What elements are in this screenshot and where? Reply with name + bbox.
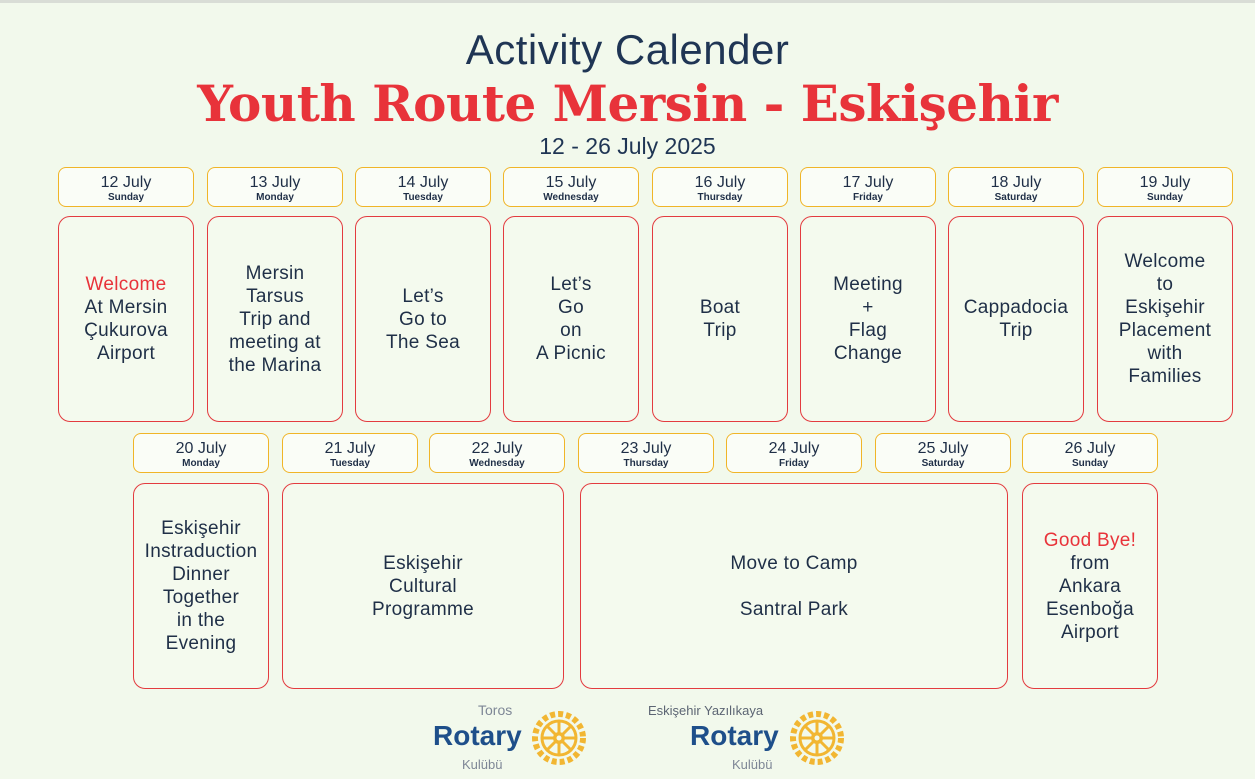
day-header-17-july: [800, 167, 936, 207]
logo-rotary-word: Rotary: [433, 720, 522, 751]
page-title: Activity Calender: [465, 26, 790, 73]
day-header-18-july: [948, 167, 1084, 207]
day-date: 12 July: [100, 174, 152, 191]
activity-text: Eskişehir Instraduction Dinner Together in the Evening: [144, 518, 258, 654]
day-weekday: Tuesday: [403, 192, 443, 203]
day-weekday: Saturday: [994, 192, 1038, 203]
day-header-26-july: [1022, 433, 1158, 473]
day-weekday: Wednesday: [543, 192, 599, 203]
day-date: 20 July: [175, 440, 227, 457]
activity-body: At Mersin Çukurova Airport: [84, 297, 168, 364]
activity-card-20-july: [133, 483, 269, 689]
day-header-16-july: [652, 167, 788, 207]
day-date: 22 July: [471, 440, 523, 457]
day-date: 15 July: [545, 174, 597, 191]
day-weekday: Sunday: [1071, 458, 1109, 469]
activity-card-23-25-july: [580, 483, 1008, 689]
activity-card-12-july: [58, 216, 194, 422]
activity-body: from Ankara Esenboğa Airport: [1046, 552, 1134, 643]
day-weekday: Friday: [852, 192, 883, 203]
day-date: 21 July: [324, 440, 376, 457]
day-weekday: Saturday: [921, 458, 965, 469]
day-header-24-july: [726, 433, 862, 473]
day-header-25-july: [875, 433, 1011, 473]
day-header-20-july: [133, 433, 269, 473]
logo-club-name: Toros: [478, 702, 513, 718]
day-header-14-july: [355, 167, 491, 207]
activity-text: Welcome to Eskişehir Placement with Families: [1118, 251, 1212, 387]
activity-text: Cappadocia Trip: [963, 297, 1069, 341]
activity-card-18-july: [948, 216, 1084, 422]
activity-text: Move to Camp Santral Park: [730, 552, 858, 620]
day-date: 19 July: [1139, 174, 1191, 191]
day-header-21-july: [282, 433, 418, 473]
top-border: [0, 0, 1255, 3]
activity-text: Let’s Go to The Sea: [386, 285, 460, 353]
day-weekday: Monday: [182, 458, 220, 469]
rotary-wheel-icon: [788, 709, 846, 767]
activity-card-16-july: [652, 216, 788, 422]
day-date: 24 July: [768, 440, 820, 457]
day-header-12-july: [58, 167, 194, 207]
day-date: 13 July: [249, 174, 301, 191]
activity-card-15-july: [503, 216, 639, 422]
day-weekday: Thursday: [697, 192, 743, 203]
activity-highlight: Welcome: [85, 274, 167, 295]
rotary-wheel-icon: [530, 709, 588, 767]
day-header-15-july: [503, 167, 639, 207]
eskisehir-yazilikaya-rotary-logo: [648, 700, 848, 776]
day-date: 26 July: [1064, 440, 1116, 457]
day-weekday: Friday: [778, 458, 809, 469]
logo-rotary-word: Rotary: [690, 720, 779, 751]
activity-card-17-july: [800, 216, 936, 422]
activity-text: Meeting + Flag Change: [833, 274, 903, 364]
activity-card-21-22-july: [282, 483, 564, 689]
activity-card-19-july: [1097, 216, 1233, 422]
day-header-13-july: [207, 167, 343, 207]
day-weekday: Thursday: [623, 458, 669, 469]
activity-text: Let’s Go on A Picnic: [536, 274, 606, 364]
day-header-19-july: [1097, 167, 1233, 207]
activity-text: Mersin Tarsus Trip and meeting at the Marina: [228, 262, 322, 376]
activity-card-14-july: [355, 216, 491, 422]
activity-highlight: Good Bye!: [1043, 529, 1137, 551]
logo-club-name: Eskişehir Yazılıkaya: [648, 703, 764, 718]
day-date: 14 July: [397, 174, 449, 191]
day-weekday: Sunday: [107, 192, 145, 203]
activity-card-13-july: [207, 216, 343, 422]
day-date: 17 July: [842, 174, 894, 191]
day-weekday: Tuesday: [330, 458, 370, 469]
day-weekday: Monday: [256, 192, 294, 203]
activity-card-26-july: [1022, 483, 1158, 689]
activity-text: [84, 273, 168, 365]
day-date: 25 July: [917, 440, 969, 457]
activity-text: Boat Trip: [699, 297, 741, 341]
day-weekday: Wednesday: [469, 458, 525, 469]
date-range: 12 - 26 July 2025: [539, 133, 716, 159]
logo-kulubu: Kulübü: [462, 757, 503, 772]
page-subtitle: Youth Route Mersin - Eskişehir: [197, 74, 1058, 133]
activity-text: Eskişehir Cultural Programme: [372, 552, 474, 620]
day-date: 23 July: [620, 440, 672, 457]
day-date: 18 July: [990, 174, 1042, 191]
logo-kulubu: Kulübü: [732, 757, 773, 772]
activity-text: [1044, 529, 1136, 644]
day-date: 16 July: [694, 174, 746, 191]
toros-rotary-logo: [430, 700, 590, 776]
day-weekday: Sunday: [1146, 192, 1184, 203]
day-header-22-july: [429, 433, 565, 473]
day-header-23-july: [578, 433, 714, 473]
